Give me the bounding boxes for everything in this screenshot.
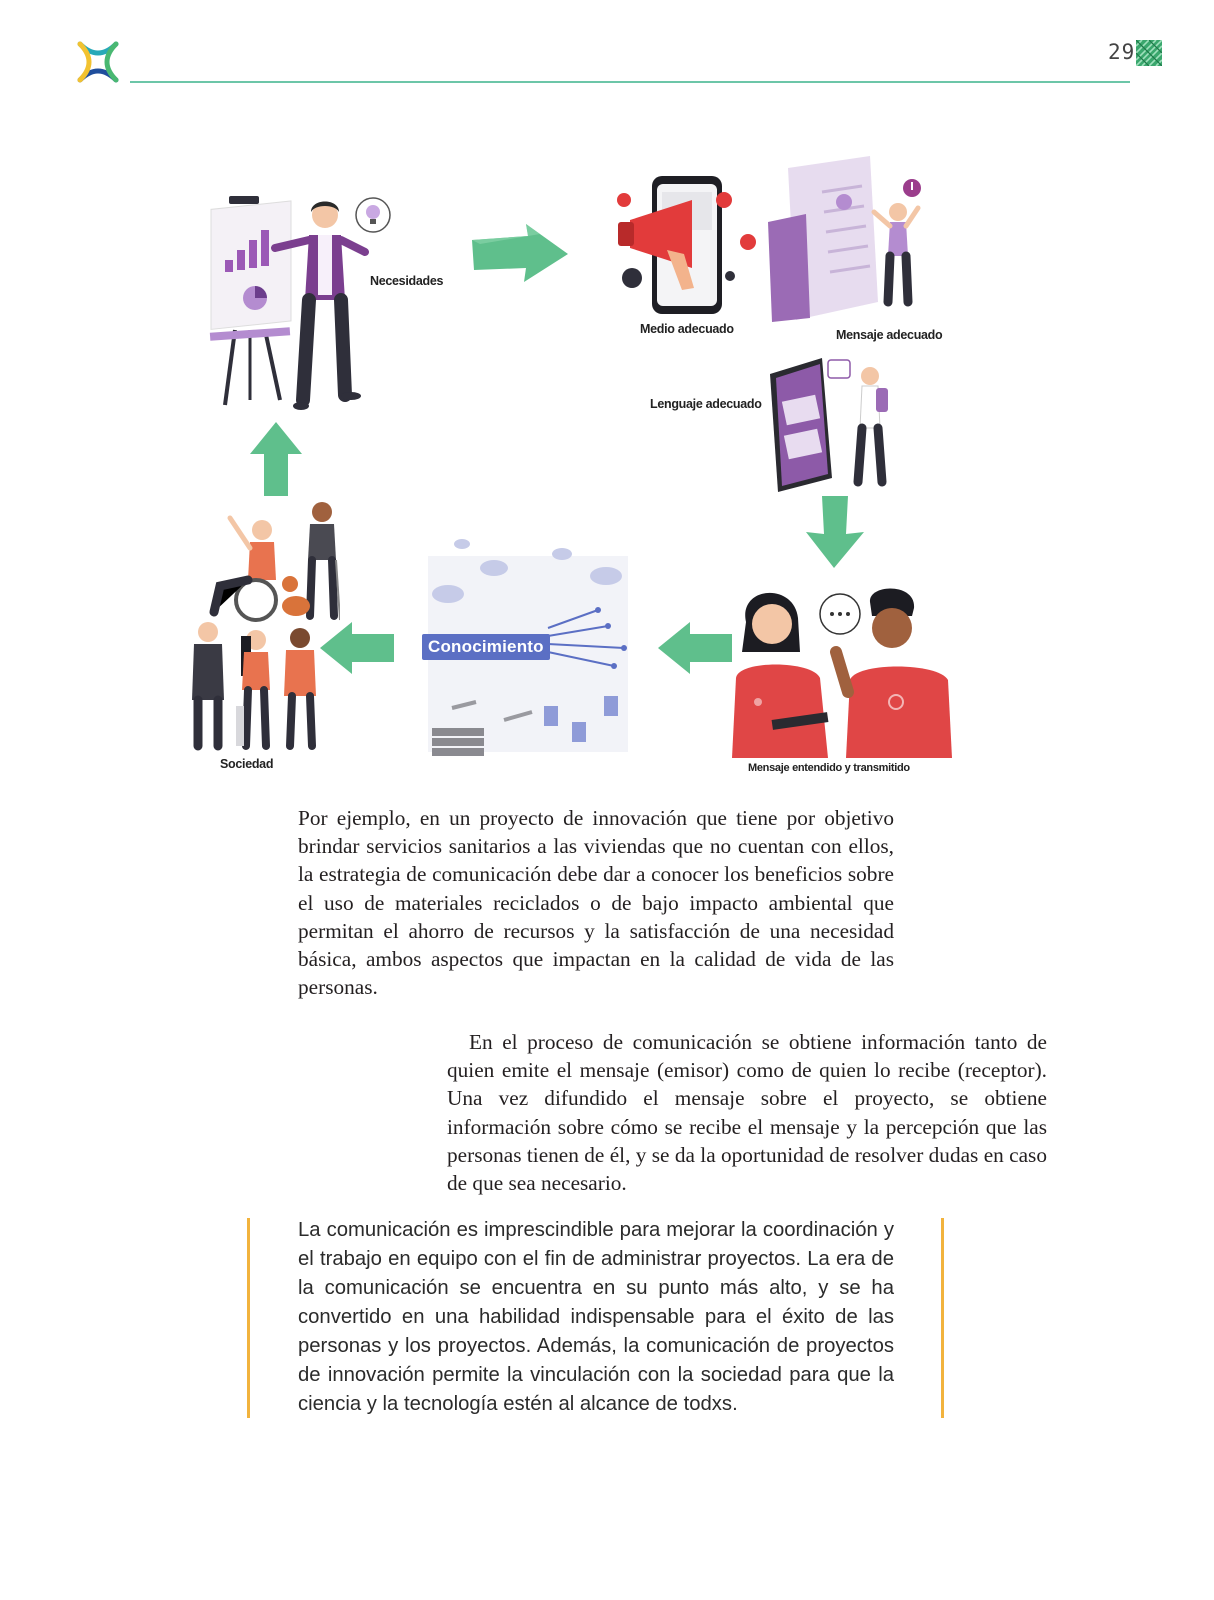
message-document-illustration [766,152,926,328]
megaphone-phone-illustration [612,170,762,320]
conversation-illustration [728,582,956,758]
society-illustration [180,500,340,756]
arrow-down-icon [804,494,866,570]
page-number: 29 [1108,40,1136,64]
label-needs: Necesidades [370,274,444,288]
callout-bar-left [247,1218,250,1418]
callout-bar-right [941,1218,944,1418]
label-language: Lenguaje adecuado [650,397,762,411]
header-rule [130,81,1130,83]
knowledge-label: Conocimiento [422,634,550,660]
circular-x-logo-icon [74,38,122,86]
arrow-left-icon [656,620,734,676]
body-paragraph-2: En el proceso de comunicación se obtiene información tanto de quien emite el mensaje (emisor) como de quien lo recibe (receptor). Una vez difundido el mensaje sobre el proyecto, se obtiene información sobre cómo se recibe el mensaje y la percepción que las personas tienen de él, y se da la oportunidad de resolver dudas en caso de que sea necesario. [447,1030,1047,1196]
arrow-up-icon [248,420,304,498]
translation-phone-illustration [766,354,896,494]
presenter-illustration [205,190,405,420]
label-message: Mensaje adecuado [836,328,943,342]
green-pattern-icon [1136,40,1162,66]
label-medium: Medio adecuado [640,322,734,336]
callout-text: La comunicación es imprescindible para mejorar la coordinación y el trabajo en equipo con el fin de administrar proyectos. La era de la comunicación se encuentra en su punto más alto, y se ha convertido en una habilidad indispensable para el éxito de las personas y los proyectos. Además, la comunicación de proyectos de innovación permite la vinculación con la sociedad para que la ciencia y la tecnología estén al alcance de todxs. [298,1219,894,1415]
arrow-right-icon [470,222,570,284]
label-understood: Mensaje entendido y transmitido [748,762,910,774]
body-paragraph-1: Por ejemplo, en un proyecto de innovación que tiene por objetivo brindar servicios sanitarios a las viviendas que no cuentan con ellos, la estrategia de comunicación debe dar a conocer los beneficios sobre el uso de materiales reciclados o de bajo impacto ambiental que permitan el ahorro de recursos y la satisfacción de una necesidad básica, ambos aspectos que impactan en la calidad de vida de las personas. [298,806,894,1000]
label-society: Sociedad [220,757,274,771]
